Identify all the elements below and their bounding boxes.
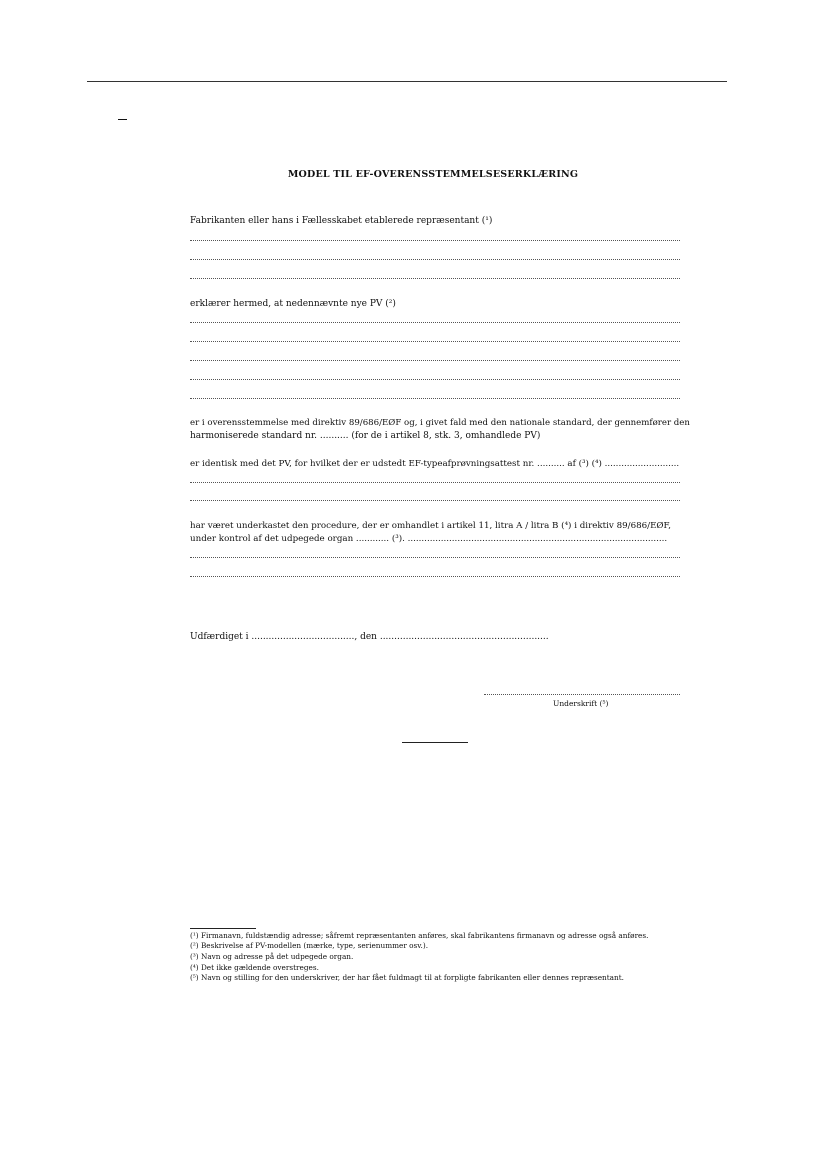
signature-line[interactable] bbox=[484, 694, 680, 695]
manufacturer-line-1[interactable] bbox=[190, 240, 680, 241]
signature-label: Underskrift (⁵) bbox=[553, 699, 609, 708]
pv-line-1[interactable] bbox=[190, 322, 680, 323]
conformity-text-2: harmoniserede standard nr. .......... (for de i artikel 8, stk. 3, omhandlede PV) bbox=[190, 431, 541, 441]
procedure-text-2: under kontrol af det udpegede organ ............ (³). .............................................................................................. bbox=[190, 534, 668, 544]
pv-line-3[interactable] bbox=[190, 360, 680, 361]
pv-line-5[interactable] bbox=[190, 398, 680, 399]
pv-line-2[interactable] bbox=[190, 341, 680, 342]
page-title: MODEL TIL EF-OVERENSSTEMMELSESERKLÆRING bbox=[287, 169, 579, 180]
separator-rule bbox=[402, 742, 468, 743]
identical-line-2[interactable] bbox=[190, 500, 680, 501]
footnote-3: (³) Navn og adresse på det udpegede organ. bbox=[190, 952, 354, 961]
footnote-2: (²) Beskrivelse af PV-modellen (mærke, type, serienummer osv.). bbox=[190, 941, 429, 950]
procedure-text-1: har været underkastet den procedure, der er omhandlet i artikel 11, litra A / litra B (⁴) i direktiv 89/686/EØF, bbox=[190, 521, 671, 531]
identical-text: er identisk med det PV, for hvilket der er udstedt EF-typeafprøvningsattest nr. .......... af (³) (⁴) ........................... bbox=[190, 459, 680, 469]
pv-line-4[interactable] bbox=[190, 379, 680, 380]
place-date-field[interactable]: Udfærdiget i ...................................., den ........................................................... bbox=[190, 632, 549, 642]
procedure-line-2[interactable] bbox=[190, 576, 680, 577]
pv-declaration-label: erklærer hermed, at nedennævnte nye PV (²) bbox=[190, 299, 396, 309]
manufacturer-label: Fabrikanten eller hans i Fællesskabet etablerede repræsentant (¹) bbox=[190, 216, 493, 226]
conformity-text-1: er i overensstemmelse med direktiv 89/686/EØF og, i givet fald med den nationale standard, der gennemfører den bbox=[190, 418, 690, 428]
footnote-rule bbox=[190, 928, 256, 929]
footnote-4: (⁴) Det ikke gældende overstreges. bbox=[190, 963, 319, 972]
margin-dash bbox=[118, 119, 127, 120]
top-rule bbox=[87, 81, 727, 82]
footnote-1: (¹) Firmanavn, fuldstændig adresse; såfremt repræsentanten anføres, skal fabrikantens firmanavn og adresse også anføres. bbox=[190, 931, 649, 940]
manufacturer-line-2[interactable] bbox=[190, 259, 680, 260]
footnote-5: (⁵) Navn og stilling for den underskriver, der har fået fuldmagt til at forpligte fabrikanten eller dennes repræsentant. bbox=[190, 973, 624, 982]
identical-line-1[interactable] bbox=[190, 482, 680, 483]
procedure-line-1[interactable] bbox=[190, 557, 680, 558]
manufacturer-line-3[interactable] bbox=[190, 278, 680, 279]
